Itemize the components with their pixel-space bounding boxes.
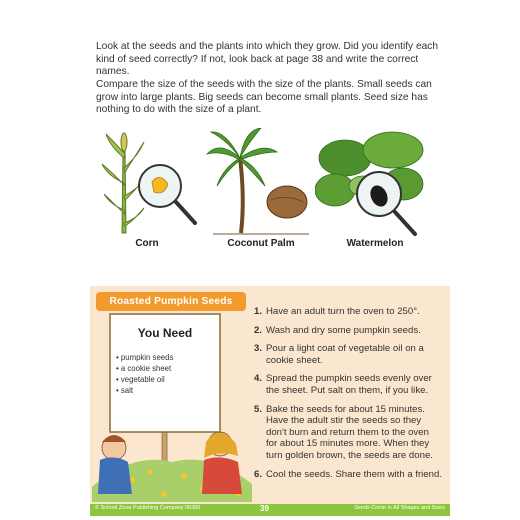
list-item: • a cookie sheet: [116, 364, 172, 373]
recipe-step-6: [254, 469, 442, 481]
intro-paragraph-1: Look at the seeds and the plants into which they grow. Did you identify each kind of seed correctly? If not, look back at page 38 and write the correct names.: [96, 41, 439, 78]
list-item: • vegetable oil: [116, 375, 165, 384]
step-text: Wash and dry some pumpkin seeds.: [266, 324, 421, 336]
plant-label-corn: Corn: [135, 238, 159, 249]
watermelon-vines-magnifier-icon: [315, 128, 430, 240]
list-item: • salt: [116, 386, 134, 395]
list-item: • pumpkin seeds: [116, 353, 174, 362]
recipe-step-2: [254, 325, 442, 337]
recipe-title: Roasted Pumpkin Seeds: [96, 292, 246, 311]
recipe-step-4: [254, 373, 442, 396]
footer-title: Seeds Come in All Shapes and Sizes: [354, 505, 445, 511]
plant-label-watermelon: Watermelon: [346, 238, 404, 249]
coconut-palm-with-coconut-icon: [205, 128, 315, 238]
recipe-steps: [254, 306, 442, 487]
step-number: 6.: [254, 468, 263, 480]
page-number: 39: [260, 504, 269, 513]
footer-copyright: © School Zone Publishing Company 06360: [95, 505, 201, 511]
sign-title: You Need: [137, 326, 193, 340]
corn-plant-magnifier-icon: [100, 128, 200, 238]
step-number: 3.: [254, 343, 263, 355]
step-number: 1.: [254, 306, 263, 317]
step-text: Bake the seeds for about 15 minutes. Have the adult stir the seeds so they don't burn and return them to the oven for about 15 minutes more. When they turn golden brown, the seeds are done.: [266, 403, 433, 461]
plant-label-coconut-palm: Coconut Palm: [227, 238, 295, 249]
step-number: 5.: [254, 403, 263, 415]
step-number: 2.: [254, 324, 263, 336]
recipe-step-1: [254, 306, 442, 318]
step-text: Have an adult turn the oven to 250°.: [266, 306, 420, 317]
you-need-sign: [110, 316, 220, 396]
recipe-step-5: [254, 404, 442, 462]
page-footer: [90, 504, 450, 516]
step-text: Spread the pumpkin seeds evenly over the sheet. Put salt on them, if you like.: [266, 373, 432, 396]
intro-paragraph-2: Compare the size of the seeds with the size of the plants. Small seeds can grow into large plants. Big seeds can become small plants. Seed size has nothing to do with the size of a plant.: [96, 79, 432, 116]
ingredient-list: [110, 352, 220, 396]
step-text: Pour a light coat of vegetable oil on a cookie sheet.: [266, 343, 424, 366]
recipe-step-3: [254, 343, 442, 366]
step-number: 4.: [254, 373, 263, 385]
step-text: Cool the seeds. Share them with a friend.: [266, 468, 442, 480]
